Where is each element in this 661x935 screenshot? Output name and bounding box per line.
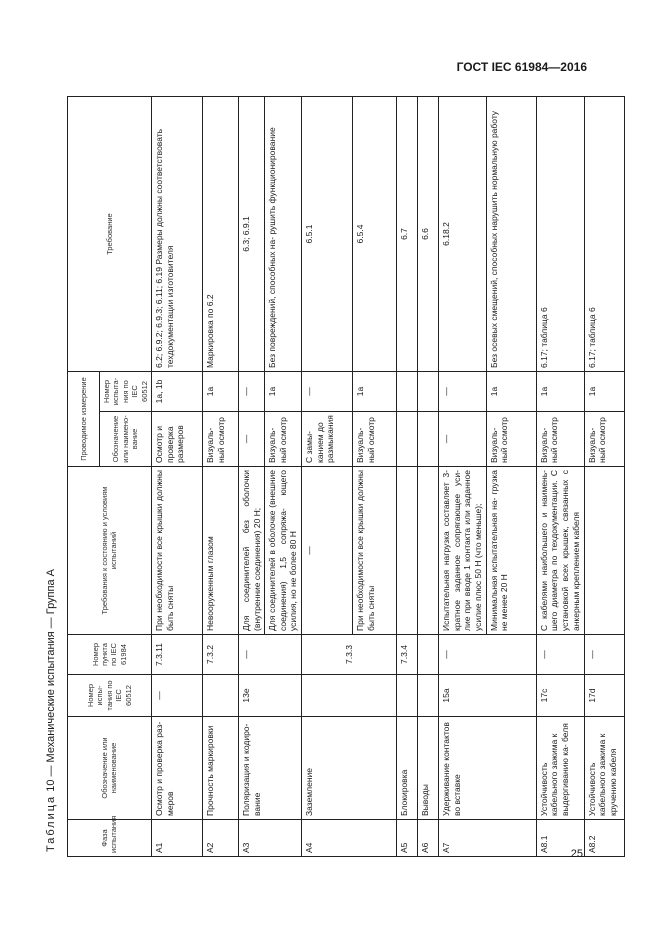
table-caption [45, 569, 57, 852]
cell-phase: A1 [151, 820, 202, 857]
caption-text: 10 — Механические испытания — Группа А [45, 569, 57, 795]
cell-measurement-test: — [302, 372, 353, 412]
cell-clause: 7.3.3 [302, 635, 397, 675]
cell-measurement-test: 1a [265, 372, 302, 412]
cell-clause: — [536, 635, 584, 675]
cell-conditions: Минимальная испытательная на- грузка не менее 20 Н [486, 467, 536, 635]
cell-measurement-name: С замы- канием до размыкания [302, 412, 353, 467]
cell-name: Прочность маркировки [202, 717, 238, 820]
cell-phase: A5 [397, 820, 418, 857]
cell-measurement-name: — [439, 412, 487, 467]
cell-test-60512: 13e [238, 675, 301, 717]
cell-measurement-name: — [238, 412, 264, 467]
cell-conditions [584, 467, 624, 635]
page-number: 25 [570, 848, 583, 860]
header-designation: Обозначение или наименование [68, 717, 152, 820]
cell-measurement-test: — [238, 372, 264, 412]
cell-requirement: 6.3; 6.9.1 [238, 97, 264, 372]
cell-test-60512 [302, 675, 397, 717]
cell-measurement-name [397, 412, 418, 467]
cell-requirement: 6.7 [397, 97, 418, 372]
header-phase: Фаза испытания [68, 820, 152, 857]
cell-conditions: При необходимости все крышки должны быть сняты [353, 467, 397, 635]
cell-requirement: Маркировка по 6.2 [202, 97, 238, 372]
cell-requirement: 6.2; 6.9.2; 6.9.3; 6.11; 6.19 Размеры должны соответствовать техдокументации изготовителя [151, 97, 202, 372]
cell-test-60512: 17c [536, 675, 584, 717]
cell-name: Заземление [302, 717, 397, 820]
header-measurement-group: Проводимое измерение [68, 372, 100, 467]
cell-requirement: 6.5.1 [302, 97, 353, 372]
table-row [302, 97, 353, 857]
cell-requirement: 6.18.2 [439, 97, 487, 372]
header-measurement-test-number: Номер испыта- ния по IEC 60512 [100, 372, 152, 412]
cell-conditions: — [302, 467, 353, 635]
cell-requirement: 6.17; таблица 6 [536, 97, 584, 372]
cell-measurement-test: 1a [584, 372, 624, 412]
cell-requirement: 6.6 [418, 97, 439, 372]
cell-clause [418, 635, 439, 675]
table-row [202, 97, 238, 857]
mechanical-tests-table [67, 96, 625, 857]
cell-test-60512: 15a [439, 675, 537, 717]
cell-conditions [397, 467, 418, 635]
cell-measurement-name: Осмотр и проверка размеров [151, 412, 202, 467]
header-measurement-designation: Обозначение или наимено- вание [100, 412, 152, 467]
cell-test-60512 [397, 675, 418, 717]
caption-prefix: Таблица [45, 794, 57, 852]
cell-phase: A4 [302, 820, 397, 857]
cell-requirement: Без повреждений, способных на- рушить функционирование [265, 97, 302, 372]
cell-clause: 7.3.4 [397, 635, 418, 675]
cell-measurement-test: 1a, 1b [151, 372, 202, 412]
cell-name: Поляризация и кодиро- вание [238, 717, 301, 820]
cell-conditions: Для соединителей без оболочки (внутренние соединения) 20 Н; [238, 467, 264, 635]
header-requirements-conditions: Требования к состоянию и условиям испытаний [68, 467, 152, 635]
cell-phase: A8.1 [536, 820, 584, 857]
cell-clause: 7.3.11 [151, 635, 202, 675]
cell-phase: A7 [439, 820, 537, 857]
cell-name: Устойчивость кабельного зажима к кручению кабеля [584, 717, 624, 820]
cell-clause: — [584, 635, 624, 675]
header-requirement: Требование [68, 97, 152, 372]
table-row [238, 97, 264, 857]
header-clause-61984: Номер пункта по IEC 61984 [68, 635, 152, 675]
cell-requirement: Без осевых смещений, способных нарушить нормальную работу [486, 97, 536, 372]
cell-phase: A2 [202, 820, 238, 857]
cell-measurement-test: 1a [202, 372, 238, 412]
table-row [151, 97, 202, 857]
cell-phase: A3 [238, 820, 301, 857]
cell-conditions: С кабелями наибольшего и наимень- шего диаметра по техдокументации. С установкой всех крышек, связанных с анкерным креплением кабеля [536, 467, 584, 635]
header-test-number-60512: Номер испы- тания по IEC 60512 [68, 675, 152, 717]
table-row [584, 97, 624, 857]
cell-measurement-name: Визуаль- ный осмотр [265, 412, 302, 467]
cell-conditions: При необходимости все крышки должны быть сняты [151, 467, 202, 635]
cell-conditions: Испытательная нагрузка составляет 3-кратное заданное сопрягающее уси- лие при вводе 1 контакта или заданное усилие плюс 50 Н (что меньше); [439, 467, 487, 635]
cell-name: Выводы [418, 717, 439, 820]
cell-clause: — [238, 635, 301, 675]
cell-measurement-test [418, 372, 439, 412]
table-row [418, 97, 439, 857]
document-code-header: ГОСТ IEC 61984—2016 [456, 60, 587, 74]
table-row [536, 97, 584, 857]
cell-measurement-name [418, 412, 439, 467]
rotated-table-block [45, 97, 618, 857]
cell-name: Удерживание контактов во вставке [439, 717, 537, 820]
cell-measurement-test: 1a [536, 372, 584, 412]
cell-test-60512 [202, 675, 238, 717]
cell-phase: A6 [418, 820, 439, 857]
cell-measurement-name: Визуаль- ный осмотр [353, 412, 397, 467]
cell-name: Блокировка [397, 717, 418, 820]
table-row [397, 97, 418, 857]
cell-conditions [418, 467, 439, 635]
cell-clause: — [439, 635, 537, 675]
table-row [439, 97, 487, 857]
cell-measurement-test: 1a [353, 372, 397, 412]
cell-measurement-test: — [439, 372, 487, 412]
cell-requirement: 6.5.4 [353, 97, 397, 372]
cell-conditions: Невооруженным глазом [202, 467, 238, 635]
cell-name: Устойчивость кабельного зажима к выдергиванию ка- беля [536, 717, 584, 820]
cell-measurement-test [397, 372, 418, 412]
cell-name: Осмотр и проверка раз- меров [151, 717, 202, 820]
cell-test-60512: 17d [584, 675, 624, 717]
cell-measurement-test: 1a [486, 372, 536, 412]
cell-measurement-name: Визуаль- ный осмотр [584, 412, 624, 467]
cell-conditions: Для соединителей в оболочке (внешние соединения) 1,5 сопряжа- ющего усилия, но не более 80 Н [265, 467, 302, 635]
cell-test-60512: — [151, 675, 202, 717]
cell-measurement-name: Визуаль- ный осмотр [202, 412, 238, 467]
cell-requirement: 6.17; таблица 6 [584, 97, 624, 372]
cell-test-60512 [418, 675, 439, 717]
cell-measurement-name: Визуаль- ный осмотр [486, 412, 536, 467]
cell-phase: A8.2 [584, 820, 624, 857]
cell-clause: 7.3.2 [202, 635, 238, 675]
cell-measurement-name: Визуаль- ный осмотр [536, 412, 584, 467]
